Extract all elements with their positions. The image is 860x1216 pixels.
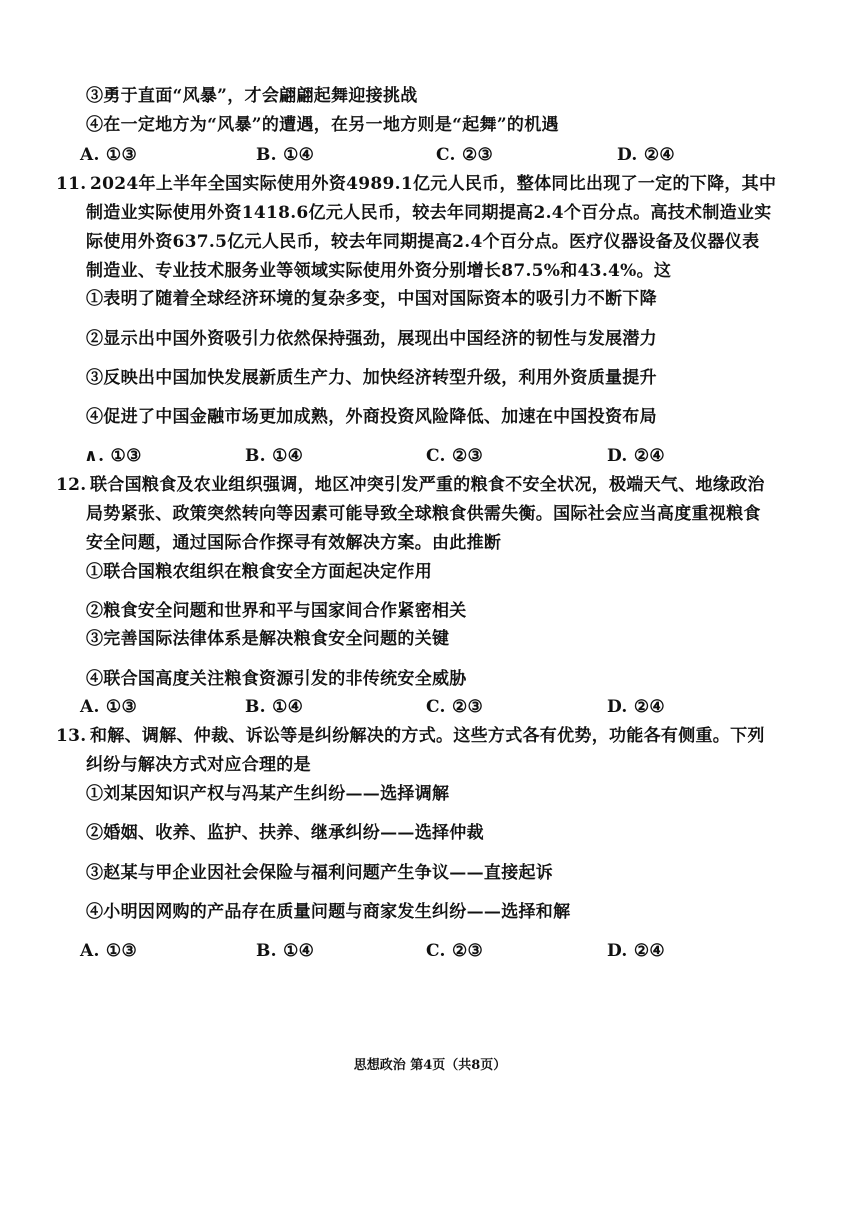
q12-option-a: A. ①③ — [80, 697, 138, 717]
q13-option-c: C. ②③ — [426, 941, 484, 961]
q11-statement-3: ③反映出中国加快发展新质生产力、加快经济转型升级，利用外资质量提升 — [86, 368, 657, 388]
q12-statement-2: ②粮食安全问题和世界和平与国家间合作紧密相关 — [86, 601, 467, 621]
q10-option-c: C. ②③ — [436, 145, 494, 165]
q11-stem-line-3: 际使用外资637.5亿元人民币，较去年同期提高2.4个百分点。医疗仪器设备及仪器仪表 — [86, 232, 760, 252]
q12-statement-1: ①联合国粮农组织在粮食安全方面起决定作用 — [86, 562, 432, 582]
q10-statement-4: ④在一定地方为“风暴”的遭遇，在另一地方则是“起舞”的机遇 — [86, 115, 559, 135]
q13-option-a: A. ①③ — [80, 941, 138, 961]
q11-option-a: ∧. ①③ — [84, 446, 142, 466]
q11-statement-1: ①表明了随着全球经济环境的复杂多变，中国对国际资本的吸引力不断下降 — [86, 289, 657, 309]
q13-statement-3: ③赵某与甲企业因社会保险与福利问题产生争议——直接起诉 — [86, 863, 554, 883]
q13-stem-line-1: 和解、调解、仲裁、诉讼等是纠纷解决的方式。这些方式各有优势，功能各有侧重。下列 — [90, 726, 765, 746]
q13-number: 13. — [56, 726, 87, 746]
q11-statement-4: ④促进了中国金融市场更加成熟，外商投资风险降低、加速在中国投资布局 — [86, 407, 657, 427]
q11-stem-line-4: 制造业、专业技术服务业等领域实际使用外资分别增长87.5%和43.4%。这 — [86, 261, 672, 281]
q12-number: 12. — [56, 475, 87, 495]
q11-stem-line-2: 制造业实际使用外资1418.6亿元人民币，较去年同期提高2.4个百分点。高技术制造业实 — [86, 203, 772, 223]
q13-stem-line-2: 纠纷与解决方式对应合理的是 — [86, 755, 311, 775]
q10-option-d: D. ②④ — [617, 145, 675, 165]
q12-stem-line-3: 安全问题，通过国际合作探寻有效解决方案。由此推断 — [86, 533, 502, 553]
q13-option-d: D. ②④ — [607, 941, 665, 961]
q11-stem-line-1: 2024年上半年全国实际使用外资4989.1亿元人民币，整体同比出现了一定的下降，其中 — [90, 174, 777, 194]
q10-option-b: B. ①④ — [256, 145, 315, 165]
q10-statement-3: ③勇于直面“风暴”，才会翩翩起舞迎接挑战 — [86, 86, 418, 106]
q12-stem-line-2: 局势紧张、政策突然转向等因素可能导致全球粮食供需失衡。国际社会应当高度重视粮食 — [86, 504, 761, 524]
q13-statement-4: ④小明因网购的产品存在质量问题与商家发生纠纷——选择和解 — [86, 902, 571, 922]
q13-statement-2: ②婚姻、收养、监护、扶养、继承纠纷——选择仲裁 — [86, 823, 484, 843]
q13-statement-1: ①刘某因知识产权与冯某产生纠纷——选择调解 — [86, 784, 450, 804]
q12-option-c: C. ②③ — [426, 697, 484, 717]
q11-statement-2: ②显示出中国外资吸引力依然保持强劲，展现出中国经济的韧性与发展潜力 — [86, 329, 657, 349]
q10-option-a: A. ①③ — [80, 145, 138, 165]
q11-option-d: D. ②④ — [607, 446, 665, 466]
q12-stem-line-1: 联合国粮食及农业组织强调，地区冲突引发严重的粮食不安全状况，极端天气、地缘政治 — [90, 475, 765, 495]
q12-statement-3: ③完善国际法律体系是解决粮食安全问题的关键 — [86, 629, 450, 649]
q11-number: 11. — [56, 174, 87, 194]
q12-option-b: B. ①④ — [245, 697, 304, 717]
page-footer: 思想政治 第4页（共8页） — [353, 1058, 507, 1073]
q12-statement-4: ④联合国高度关注粮食资源引发的非传统安全威胁 — [86, 669, 467, 689]
q12-option-d: D. ②④ — [607, 697, 665, 717]
q11-option-c: C. ②③ — [426, 446, 484, 466]
q11-option-b: B. ①④ — [245, 446, 304, 466]
q13-option-b: B. ①④ — [256, 941, 315, 961]
